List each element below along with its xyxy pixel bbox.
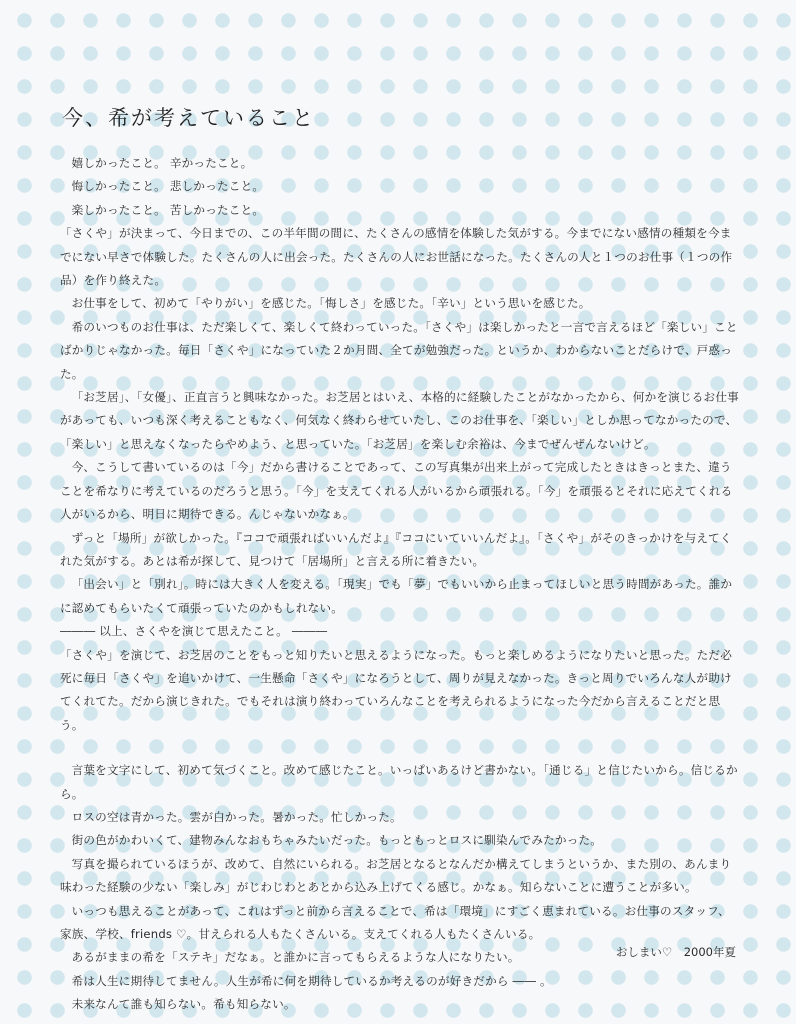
paragraph: 「さくや」を演じて、お芝居のことをもっと知りたいと思えるようになった。もっと楽しめるようになりたいと思った。ただ必死に毎日「さくや」を追いかけて、一生懸命「さくや」になろうとして、周りが見えなかった。きっと周りでいろんな人が助けてくれてた。だから演じきれた。でもそれは演り終わっていろんなことを考えられるようになった今だから言えることだと思う。 bbox=[60, 647, 733, 732]
paragraph: 嬉しかったこと。 辛かったこと。 bbox=[71, 156, 253, 170]
paragraph: 「出会い」と「別れ」。時には大きく人を変える。「現実」でも「夢」でもいいから止まってほしいと思う時間があった。誰かに認めてもらいたくて頑張っていたのかもしれない。 bbox=[60, 577, 733, 615]
paragraph: 希は人生に期待してません。人生が希に何を期待しているか考えるのが好きだから ―― 。 bbox=[71, 973, 552, 988]
paragraph: 楽しかったこと。 苦しかったこと。 bbox=[71, 202, 265, 217]
paragraph: あるがままの希を「ステキ」だなぁ。と誰かに言ってもらえるような人になりたい。 bbox=[71, 950, 520, 965]
paragraph: ずっと「場所」が欲しかった。『ココで頑張ればいいんだよ』『ココにいていいんだよ』。「さくや」がそのきっかけを与えてくれた気がする。あとは希が探して、見つけて「居場所」と言える所に着きたい。 bbox=[60, 530, 732, 568]
paragraph: お仕事をして、初めて「やりがい」を感じた。「悔しさ」を感じた。「辛い」という思いを感じた。 bbox=[71, 296, 591, 311]
paragraph: 「お芝居」、「女優」、正直言うと興味なかった。お芝居とはいえ、本格的に経験したことがなかったから、何かを演じるお仕事があっても、いつも深く考えることもなく、何気なく終わらせていたし、このお仕事を、「楽しい」としか思ってなかったので、「楽しい」と思えなくなったらやめよう、と思っていた。「お芝居」を楽しむ余裕は、今までぜんぜんないけど。 bbox=[60, 390, 739, 451]
signature: おしまい♡ 2000年夏 bbox=[615, 945, 736, 959]
paragraph: 言葉を文字にして、初めて気づくこと。改めて感じたこと。いっぱいあるけど書かない。「通じる」と信じたいから。信じるから。 bbox=[60, 763, 738, 801]
paragraph: 未来なんて誰も知らない。希も知らない。 bbox=[71, 997, 296, 1012]
page-title: 今、希が考えていること bbox=[62, 106, 315, 131]
paragraph: 希のいつものお仕事は、ただ楽しくて、楽しくて終わっていった。「さくや」は楽しかったと一言で言えるほど「楽しい」ことばかりじゃなかった。毎日「さくや」になっていた２か月間、全てが勉強だった。というか、わからないことだらけで、戸惑った。 bbox=[60, 319, 738, 381]
essay-body bbox=[60, 152, 740, 1017]
paragraph: 街の色がかわいくて、建物みんなおもちゃみたいだった。もっともっとロスに馴染んでみたかった。 bbox=[71, 833, 603, 848]
section-divider: ――― 以上、さくやを演じて思えたこと。 ――― bbox=[60, 624, 328, 639]
paragraph: いっつも思えることがあって、これはずっと前から言えることで、希は「環境」にすごく恵まれている。お仕事のスタッフ、家族、学校、friends ♡。甘えられる人もたくさんいる。支えてくれる人もたくさんいる。 bbox=[60, 903, 730, 941]
paragraph: 「さくや」が決まって、今日までの、この半年間の間に、たくさんの感情を体験した気がする。今までにない感情の種類を今までにない早さで体験した。たくさんの人に出会った。たくさんの人にお世話になった。たくさんの人と１つのお仕事（１つの作品）を作り終えた。 bbox=[60, 226, 733, 288]
paragraph: 写真を撮られているほうが、改めて、自然にいられる。お芝居となるとなんだか構えてしまうというか、また別の、あんまり味わった経験の少ない「楽しみ」がじわじわとあとから込み上げてくる感じ。かなぁ。知らないことに遭うことが多い。 bbox=[60, 856, 732, 895]
paragraph: ロスの空は青かった。雲が白かった。暑かった。忙しかった。 bbox=[71, 809, 402, 824]
paragraph: 悔しかったこと。 悲しかったこと。 bbox=[71, 179, 265, 194]
paragraph: 今、こうして書いているのは「今」だから書けることであって、この写真集が出来上がって完成したときはきっとまた、違うことを希なりに考えているのだろうと思う。「今」を支えてくれる人がいるから頑張れる。「今」を頑張るとそれに応えてくれる人がいるから、明日に期待できる。んじゃないかなぁ。 bbox=[60, 460, 733, 522]
